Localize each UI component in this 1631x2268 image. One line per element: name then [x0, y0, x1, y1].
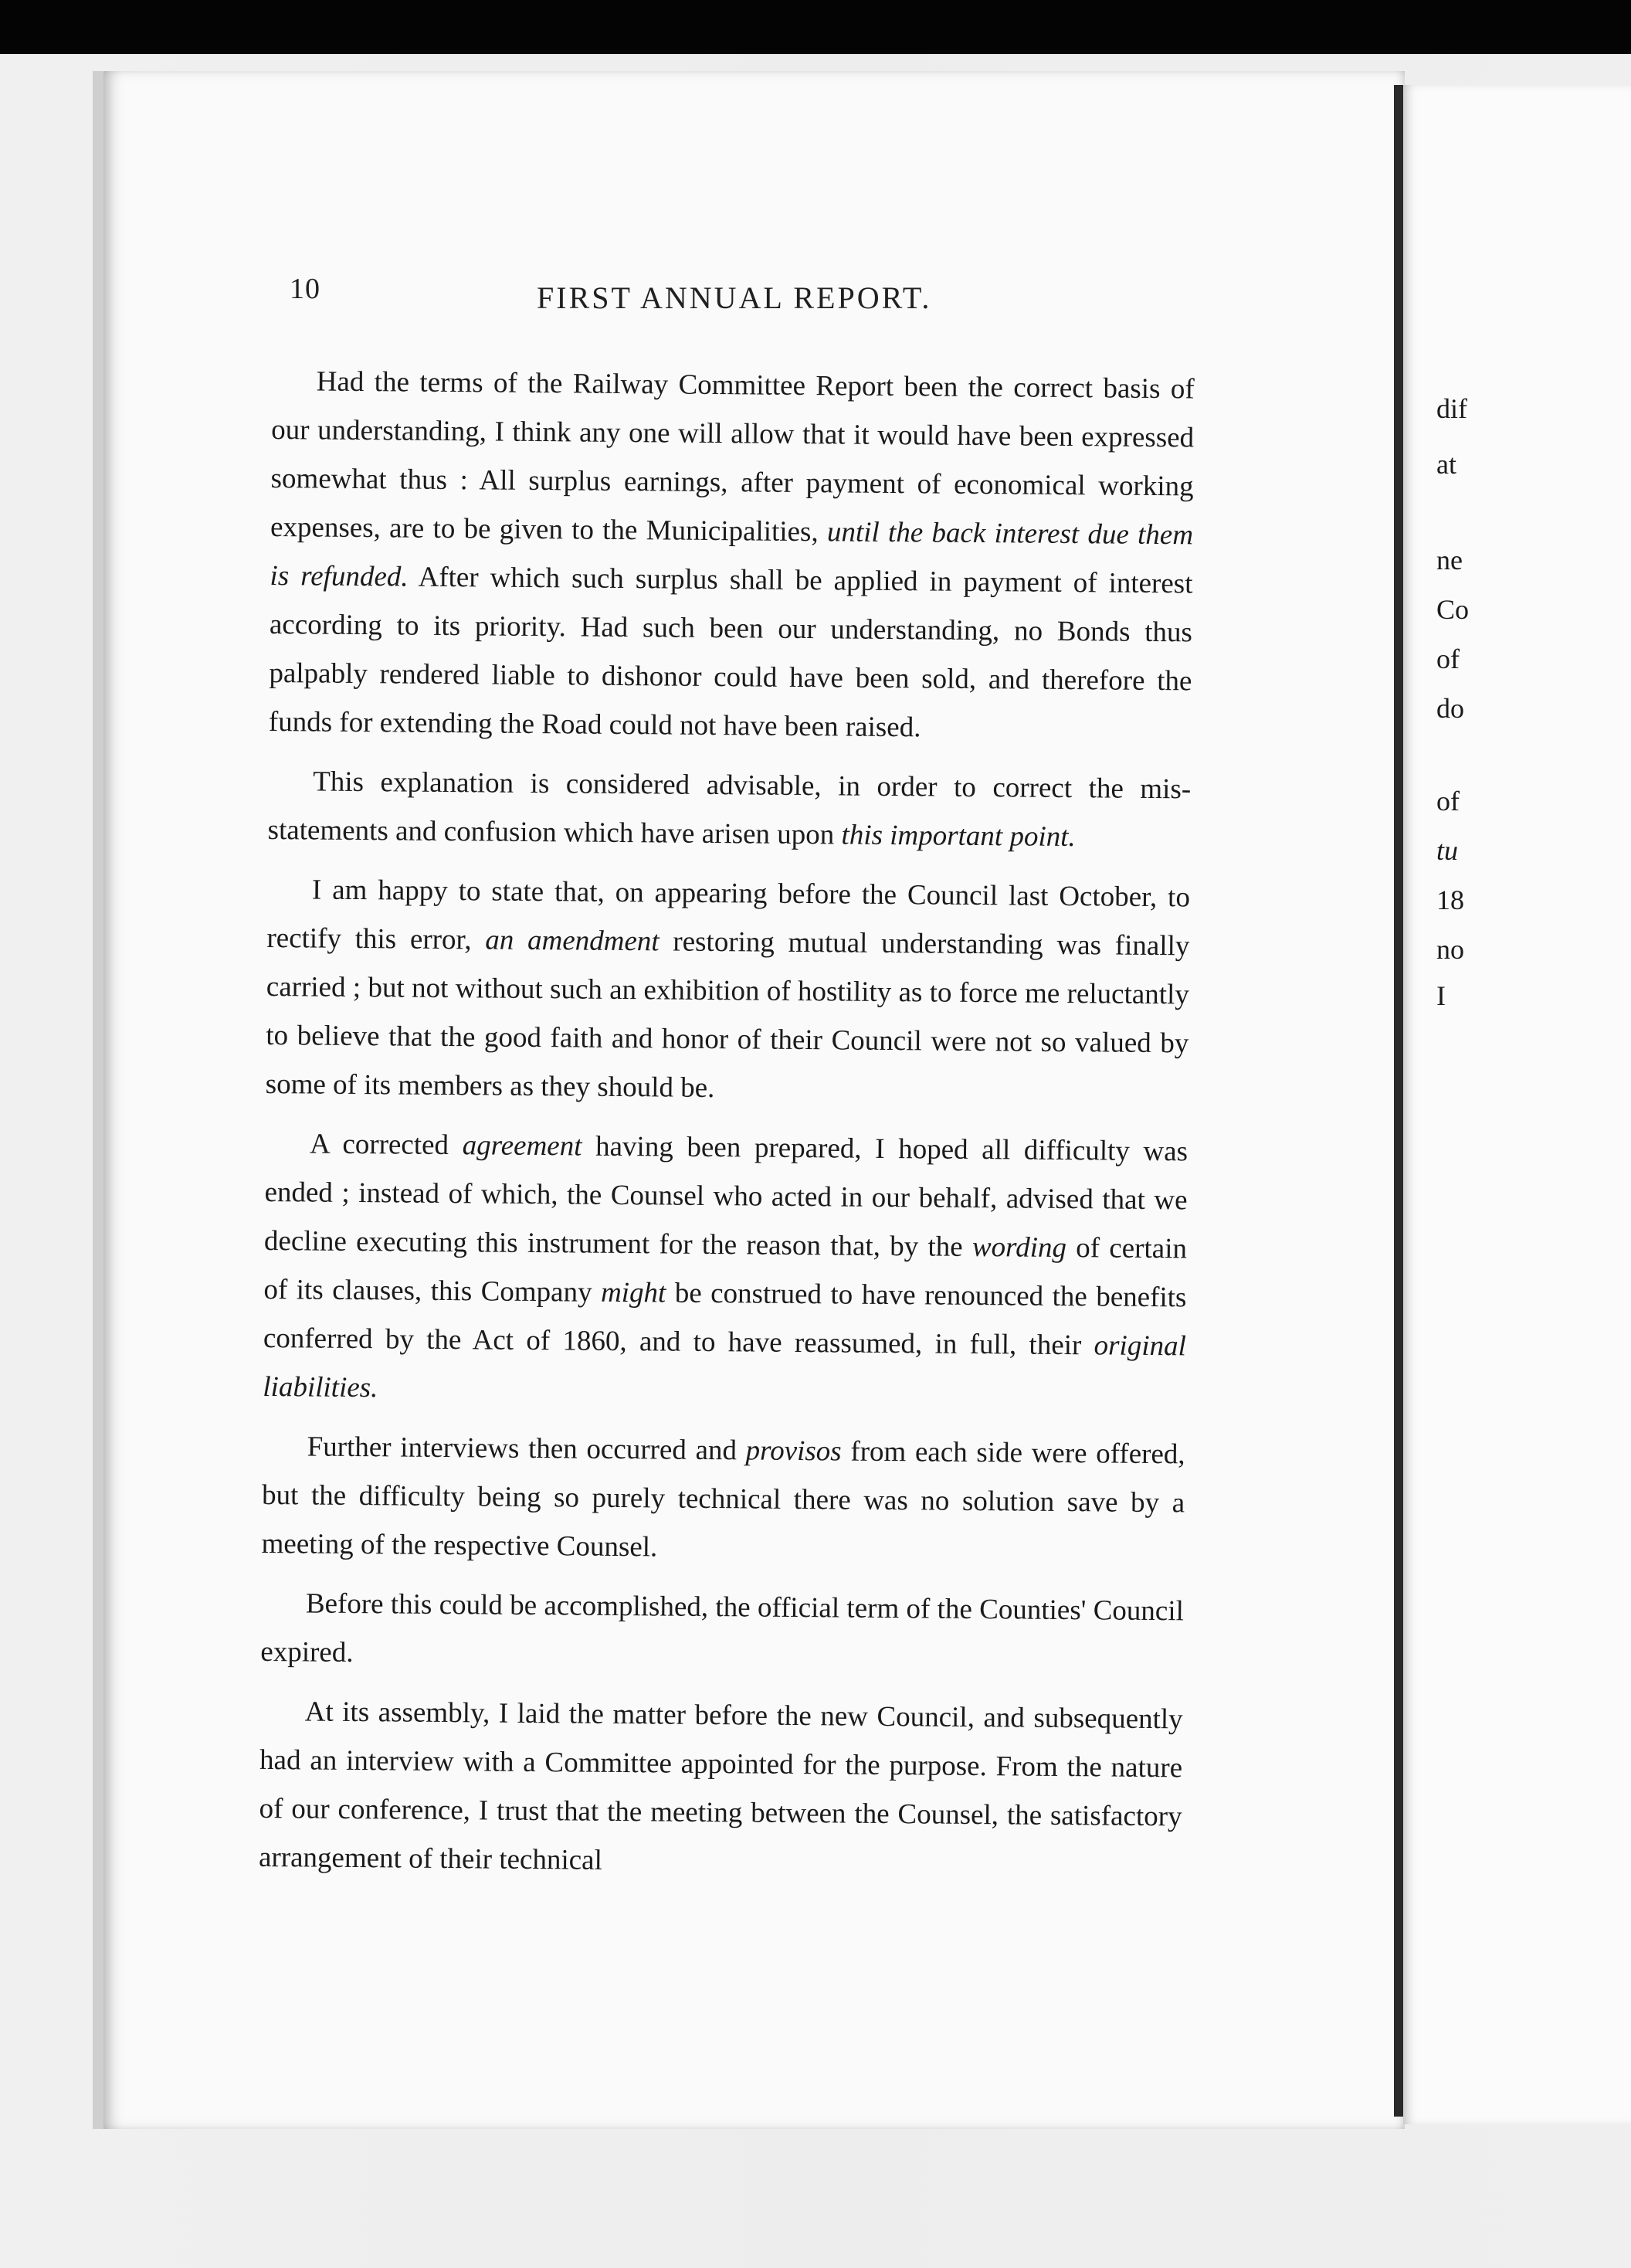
paragraph-text: I am happy to state that, on appearing before the Council last October, to rectify this error,: [266, 874, 1191, 956]
right-page-fragment: no: [1436, 934, 1464, 965]
italic-text: agreement: [462, 1129, 582, 1163]
right-page-fragment: tu: [1436, 835, 1459, 866]
right-page-fragment: 18: [1436, 884, 1464, 915]
paragraph: [267, 757, 1191, 862]
paragraph-text: restoring mutual understanding was finally carried ; but not without such an exhibition of hostility as to force me reluctantly to believe that the good faith and honor of their Council were not so valued by some of its members as they should be.: [265, 925, 1190, 1105]
italic-text: wording: [971, 1231, 1067, 1265]
paragraph-text: be construed to have renounced the benefits conferred by the Act of 1860, and to have reassumed, in full, their: [263, 1277, 1187, 1362]
running-head: [290, 272, 1216, 318]
italic-text: an amendment: [485, 924, 660, 958]
right-page-fragment: at: [1436, 449, 1456, 480]
italic-text: this important point.: [841, 819, 1076, 854]
italic-text: original liabilities.: [263, 1329, 1187, 1404]
right-page-fragment: ne: [1436, 545, 1463, 575]
paragraph-text: Before this could be accomplished, the official term of the Counties' Council expired.: [260, 1587, 1185, 1669]
top-black-border: [0, 0, 1631, 54]
paragraph: [261, 1422, 1185, 1576]
paragraph: [263, 1119, 1188, 1419]
paragraph-text: At its assembly, I laid the matter before the new Council, and subsequently had an interview with a Committee appointed for the purpose. From the nature of our conference, I trust that the meeting between the Counsel, the satisfactory arrangement of their technical: [258, 1696, 1183, 1876]
right-page-fragment: Co: [1436, 594, 1470, 625]
body-text: [259, 357, 1195, 1900]
running-head-title: FIRST ANNUAL REPORT.: [537, 280, 932, 315]
right-page-fragment: of: [1436, 643, 1460, 674]
paragraph: [269, 357, 1195, 754]
paragraph-text: A corrected: [309, 1128, 463, 1162]
paragraph: [260, 1579, 1184, 1684]
italic-text: until the back interest due them is refunded.: [270, 516, 1194, 593]
paragraph-text: Had the terms of the Railway Committee Report been the correct basis of our understanding, I think any one will allow that it would have been expressed somewhat thus : All surplus earnings, after payment of economical working expenses, are to be given to the Municipalities,: [270, 365, 1195, 548]
right-page-fragment: I: [1436, 980, 1446, 1011]
paragraph: [259, 1687, 1183, 1889]
paragraph-text: from each side were offered, but the difficulty being so purely technical there was no solution save by a meeting of the respective Counsel.: [261, 1435, 1185, 1563]
page-number: 10: [290, 273, 320, 305]
right-book-page: [1403, 85, 1631, 2124]
right-page-fragment: of: [1436, 786, 1460, 817]
paragraph-text: This explanation is considered advisable, in order to correct the mis-statements and confusion which have arisen upon: [267, 766, 1192, 851]
paragraph-text: Further interviews then occurred and: [307, 1431, 746, 1467]
paragraph-text: After which such surplus shall be applied in payment of interest according to its priority. Had such been our understanding, no Bonds thus palpably rendered liable to dishonor could have been sold, and therefore the funds for extending the Road could not have been raised.: [268, 561, 1193, 744]
right-page-fragment: do: [1436, 693, 1464, 724]
paragraph: [266, 865, 1191, 1116]
paragraph-text: of certain of its clauses, this Company: [263, 1232, 1188, 1309]
italic-text: might: [600, 1276, 666, 1309]
right-page-fragment: dif: [1436, 393, 1467, 424]
italic-text: provisos: [745, 1434, 842, 1468]
book-gutter: [1394, 85, 1403, 2117]
paragraph-text: having been prepared, I hoped all difficulty was ended ; instead of which, the Counsel who acted in our behalf, advised that we decline executing this instrument for the reason that, by the: [263, 1130, 1188, 1263]
